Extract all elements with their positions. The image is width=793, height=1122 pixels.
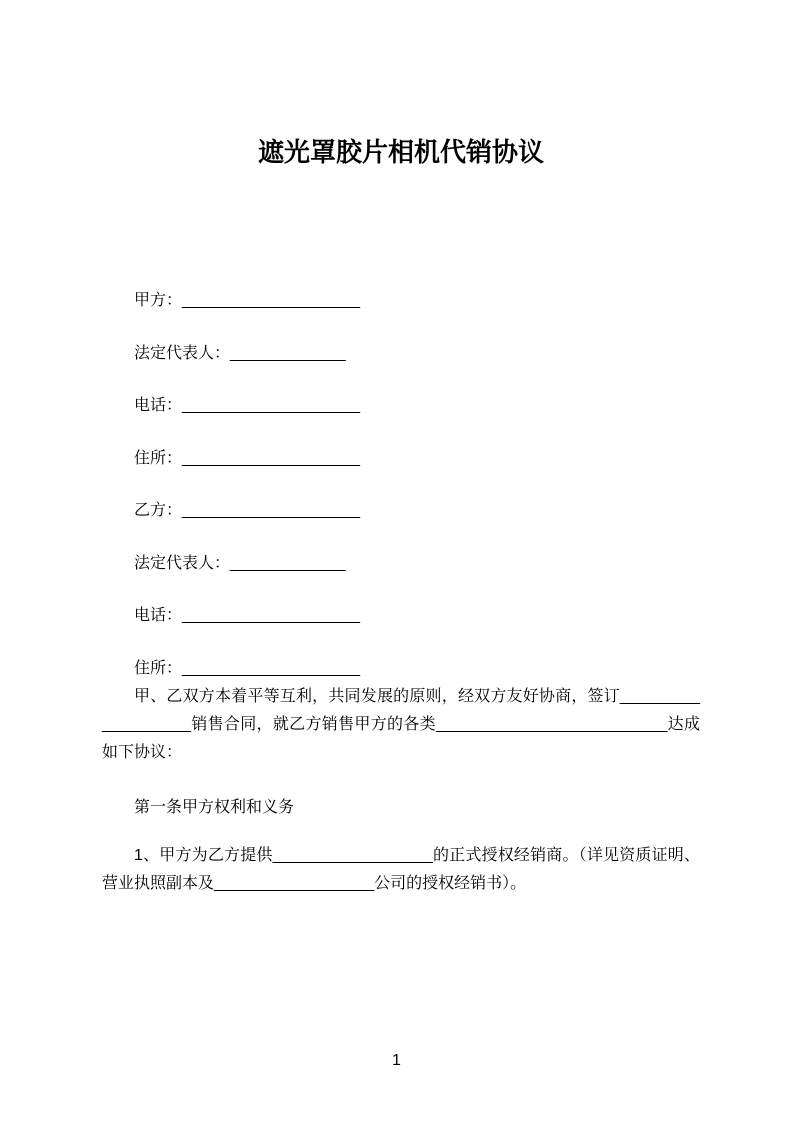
field-label: 住所：: [134, 659, 183, 677]
field-label: 法定代表人：: [134, 554, 231, 572]
field-blank-line: _____________: [230, 344, 346, 362]
field-row-phone-a: [102, 392, 700, 420]
page-number: 1: [392, 1052, 401, 1069]
field-blank-line: ____________________: [182, 502, 360, 519]
party-fields-block: [102, 287, 700, 683]
field-row-address-b: [102, 655, 700, 683]
field-label: 住所：: [134, 449, 183, 467]
field-blank-line: ____________________: [182, 449, 360, 467]
document-content: [102, 0, 700, 898]
field-row-legal-rep-b: [102, 550, 700, 578]
intro-paragraph: 甲、乙双方本着平等互利，共同发展的原则，经双方友好协商，签订___________________销售合同，就乙方销售甲方的各类__________________________达成如下协议：: [102, 687, 700, 761]
field-row-legal-rep-a: [102, 340, 700, 368]
field-row-phone-b: [102, 602, 700, 630]
field-blank-line: ____________________: [182, 397, 360, 414]
field-row-party-b: [102, 497, 700, 525]
clause1-paragraph: 1、甲方为乙方提供__________________的正式授权经销商。（详见资质证明、营业执照副本及__________________公司的授权经销书）。: [102, 846, 700, 892]
field-row-party-a: [102, 287, 700, 315]
field-label: 法定代表人：: [134, 344, 231, 362]
field-blank-line: ____________________: [182, 607, 360, 624]
field-blank-line: ____________________: [182, 292, 360, 309]
field-blank-line: ____________________: [182, 659, 360, 677]
field-blank-line: _____________: [230, 554, 346, 572]
field-label: 电话：: [134, 607, 183, 624]
section1-heading: 第一条甲方权利和义务: [134, 798, 295, 816]
field-row-address-a: [102, 445, 700, 473]
document-title: 遮光罩胶片相机代销协议: [257, 137, 544, 167]
field-label: 甲方：: [134, 292, 183, 309]
field-label: 乙方：: [134, 502, 183, 519]
field-label: 电话：: [134, 397, 183, 414]
